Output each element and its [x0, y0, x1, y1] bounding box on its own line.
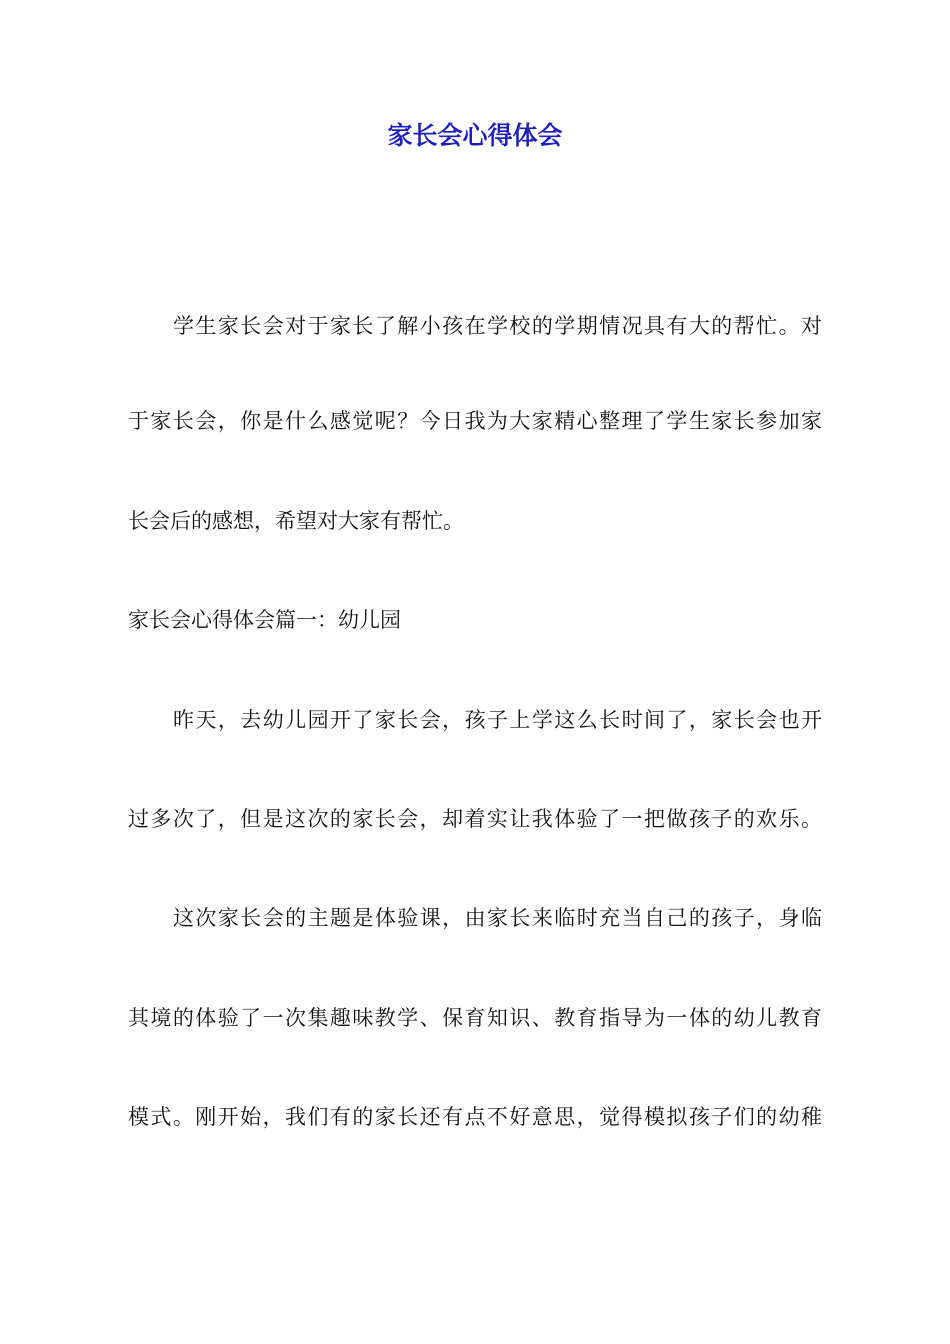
- paragraph-line: 学生家长会对于家长了解小孩在学校的学期情况具有大的帮忙。对: [173, 314, 822, 338]
- paragraph-line: 这次家长会的主题是体验课，由家长来临时充当自己的孩子，身临: [173, 906, 822, 930]
- document-title: 家长会心得体会: [387, 121, 563, 150]
- paragraph-line: 过多次了，但是这次的家长会，却着实让我体验了一把做孩子的欢乐。: [128, 807, 822, 831]
- paragraph-line: 于家长会，你是什么感觉呢？今日我为大家精心整理了学生家长参加家: [128, 409, 822, 433]
- paragraph-line: 模式。刚开始，我们有的家长还有点不好意思，觉得模拟孩子们的幼稚: [128, 1105, 822, 1129]
- section-heading: 家长会心得体会篇一：幼儿园: [128, 608, 401, 632]
- paragraph-line: 昨天，去幼儿园开了家长会，孩子上学这么长时间了，家长会也开: [173, 708, 822, 732]
- paragraph-line: 其境的体验了一次集趣味教学、保育知识、教育指导为一体的幼儿教育: [128, 1006, 822, 1030]
- paragraph-line: 长会后的感想，希望对大家有帮忙。: [128, 509, 464, 533]
